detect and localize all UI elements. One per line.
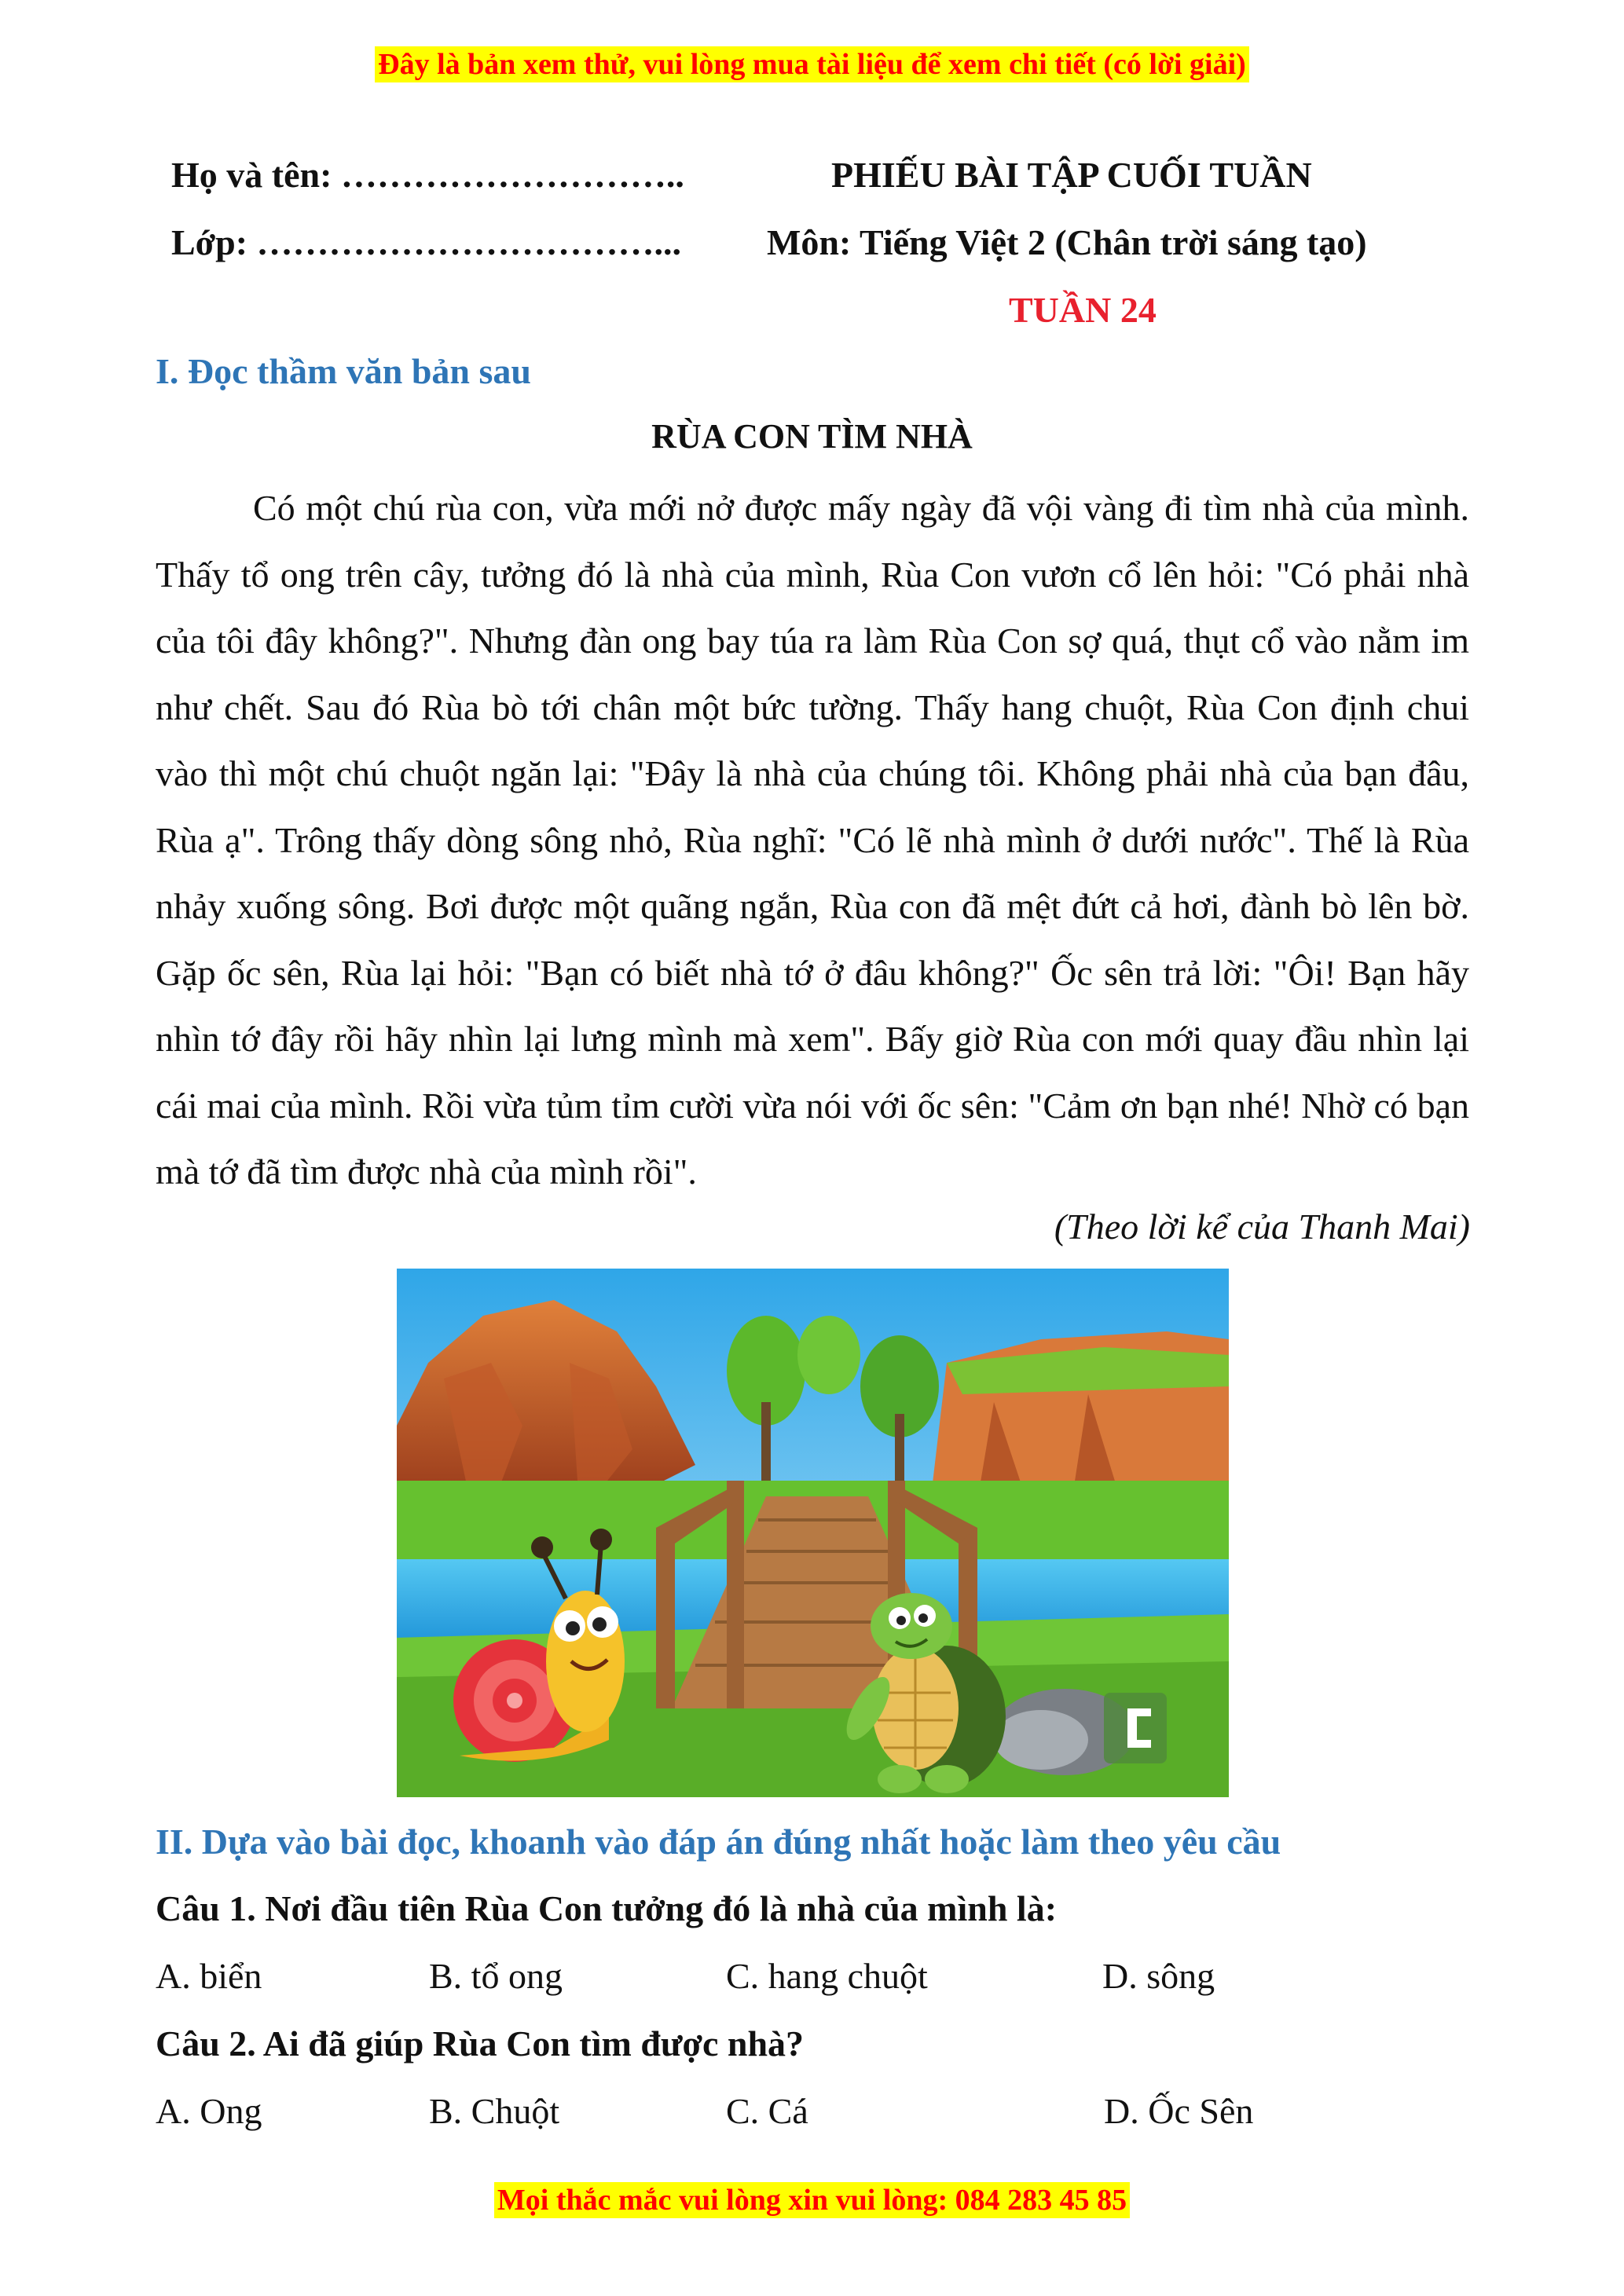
class-field-label: Lớp: ……………………………... [171,222,682,262]
section2-heading: II. Dựa vào bài đọc, khoanh vào đáp án đúng nhất hoặc làm theo yêu cầu [156,1822,1281,1862]
story-title: RÙA CON TÌM NHÀ [651,417,973,456]
preview-banner [0,47,1624,82]
q2-option-a[interactable]: A. Ong [156,2091,262,2131]
q2-option-d[interactable]: D. Ốc Sên [1104,2091,1254,2131]
subject-label: Môn: Tiếng Việt 2 (Chân trời sáng tạo) [767,222,1367,262]
q2-option-b[interactable]: B. Chuột [429,2091,560,2131]
q1-option-b[interactable]: B. tổ ong [429,1956,563,1996]
name-field-label: Họ và tên: ……………………….. [171,155,684,195]
q1-option-d[interactable]: D. sông [1102,1956,1215,1996]
story-text: Có một chú rùa con, vừa mới nở được mấy ngày đã vội vàng đi tìm nhà của mình. Thấy tổ ong trên cây, tưởng đó là nhà của mình, Rùa Con vươn cổ lên hỏi: "Có phải nhà của tôi đây không?". Nhưng đàn ong bay túa ra làm Rùa Con sợ quá, thụt cổ vào nằm im như chết. Sau đó Rùa bò tới chân một bức tường. Thấy hang chuột, Rùa Con định chui vào thì một chú chuột ngăn lại: "Đây là nhà của chúng tôi. Không phải nhà của bạn đâu, Rùa ạ". Trông thấy dòng sông nhỏ, Rùa nghĩ: "Có lẽ nhà mình ở dưới nước". Thế là Rùa nhảy xuống sông. Bơi được một quãng ngắn, Rùa con đã mệt đứt cả hơi, đành bò lên bờ. Gặp ốc sên, Rùa lại hỏi: "Bạn có biết nhà tớ ở đâu không?" Ốc sên trả lời: "Ôi! Bạn hãy nhìn tớ đây rồi hãy nhìn lại lưng mình mà xem". Bấy giờ Rùa con mới quay đầu nhìn lại cái mai của mình. Rồi vừa tủm tỉm cười vừa nói với ốc sên: "Cảm ơn bạn nhé! Nhờ có bạn mà tớ đã tìm được nhà của mình rồi". [156,488,1469,1192]
question-2: Câu 2. Ai đã giúp Rùa Con tìm được nhà? [156,2023,805,2063]
q1-option-c[interactable]: C. hang chuột [726,1956,928,1996]
contact-banner-text: Mọi thắc mắc vui lòng xin vui lòng: 084 283 45 85 [494,2182,1130,2218]
story-illustration [397,1269,1229,1797]
question-1: Câu 1. Nơi đầu tiên Rùa Con tưởng đó là nhà của mình là: [156,1888,1058,1928]
preview-banner-text: Đây là bản xem thử, vui lòng mua tài liệu để xem chi tiết (có lời giải) [375,46,1249,82]
contact-banner [0,2183,1624,2217]
section1-heading: I. Đọc thầm văn bản sau [156,351,531,391]
sheet-title: PHIẾU BÀI TẬP CUỐI TUẦN [831,155,1312,195]
q1-option-a[interactable]: A. biển [156,1956,262,1996]
week-label: TUẦN 24 [1009,290,1157,330]
story-source: (Theo lời kể của Thanh Mai) [1054,1207,1470,1247]
q2-option-c[interactable]: C. Cá [726,2091,808,2131]
